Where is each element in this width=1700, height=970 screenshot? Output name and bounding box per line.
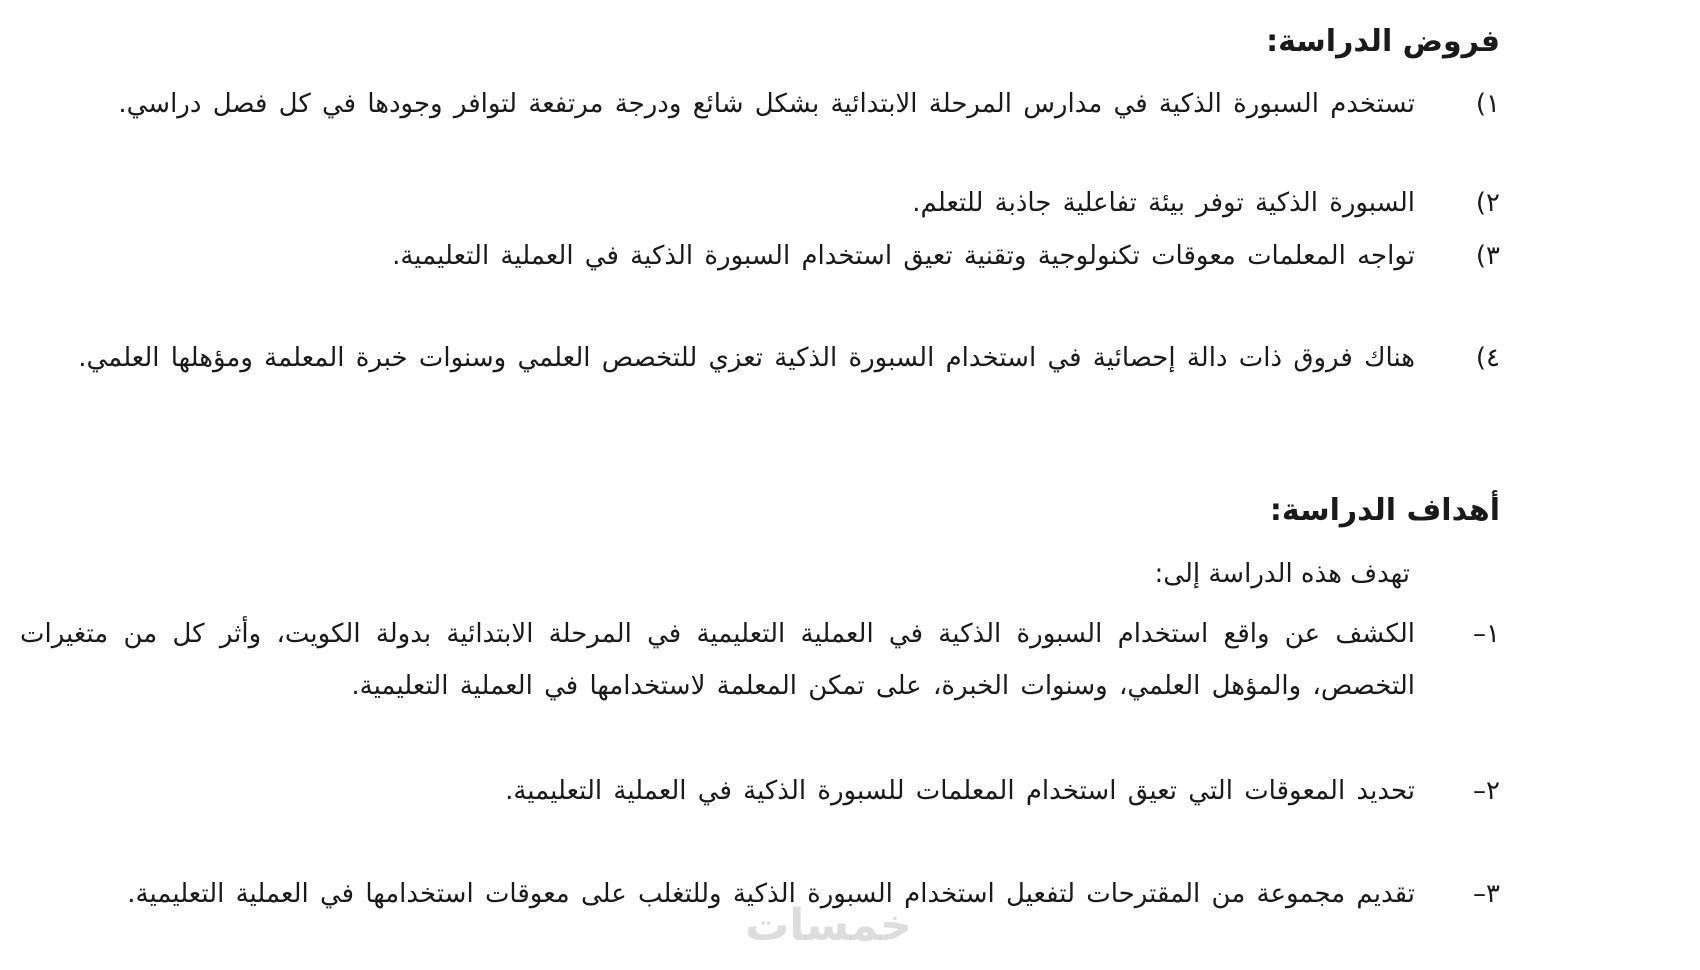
item-number: ٢) xyxy=(1475,188,1500,218)
item-text: السبورة الذكية توفر بيئة تفاعلية جاذبة للتعلم. xyxy=(912,188,1415,218)
hypothesis-item-2 xyxy=(20,177,1500,229)
item-number: ١) xyxy=(1475,89,1500,119)
objective-item-1 xyxy=(20,608,1500,712)
item-number: ٤) xyxy=(1475,343,1500,373)
item-number: ٣– xyxy=(1473,879,1500,909)
objectives-intro: تهدف هذه الدراسة إلى: xyxy=(1154,559,1410,589)
item-number: ٢– xyxy=(1473,776,1500,806)
item-number: ٣) xyxy=(1475,241,1500,271)
item-number: ١– xyxy=(1473,619,1500,649)
item-text: تقديم مجموعة من المقترحات لتفعيل استخدام السبورة الذكية وللتغلب على معوقات استخدامها في العملية التعليمية. xyxy=(127,879,1415,909)
hypothesis-item-3 xyxy=(20,230,1500,282)
item-text: هناك فروق ذات دالة إحصائية في استخدام السبورة الذكية تعزي للتخصص العلمي وسنوات خبرة المعلمة ومؤهلها العلمي. xyxy=(78,343,1415,373)
hypothesis-item-1 xyxy=(20,78,1500,130)
item-text: تحديد المعوقات التي تعيق استخدام المعلمات للسبورة الذكية في العملية التعليمية. xyxy=(505,776,1415,806)
item-text: الكشف عن واقع استخدام السبورة الذكية في العملية التعليمية في المرحلة الابتدائية بدولة الكويت، وأثر كل من متغيرات التخصص، والمؤهل العلمي، وسنوات الخبرة، على تمكن المعلمة لاستخدامها في العملية التعليمية. xyxy=(20,619,1415,701)
hypotheses-heading: فروض الدراسة: xyxy=(1266,24,1500,59)
item-text: تستخدم السبورة الذكية في مدارس المرحلة الابتدائية بشكل شائع ودرجة مرتفعة لتوافر وجودها في كل فصل دراسي. xyxy=(118,89,1415,119)
watermark-logo: خمسات xyxy=(745,900,912,951)
hypothesis-item-4 xyxy=(20,332,1500,384)
objective-item-2 xyxy=(20,765,1500,817)
objectives-heading: أهداف الدراسة: xyxy=(1269,493,1500,528)
item-text: تواجه المعلمات معوقات تكنولوجية وتقنية تعيق استخدام السبورة الذكية في العملية التعليمية. xyxy=(392,241,1415,271)
